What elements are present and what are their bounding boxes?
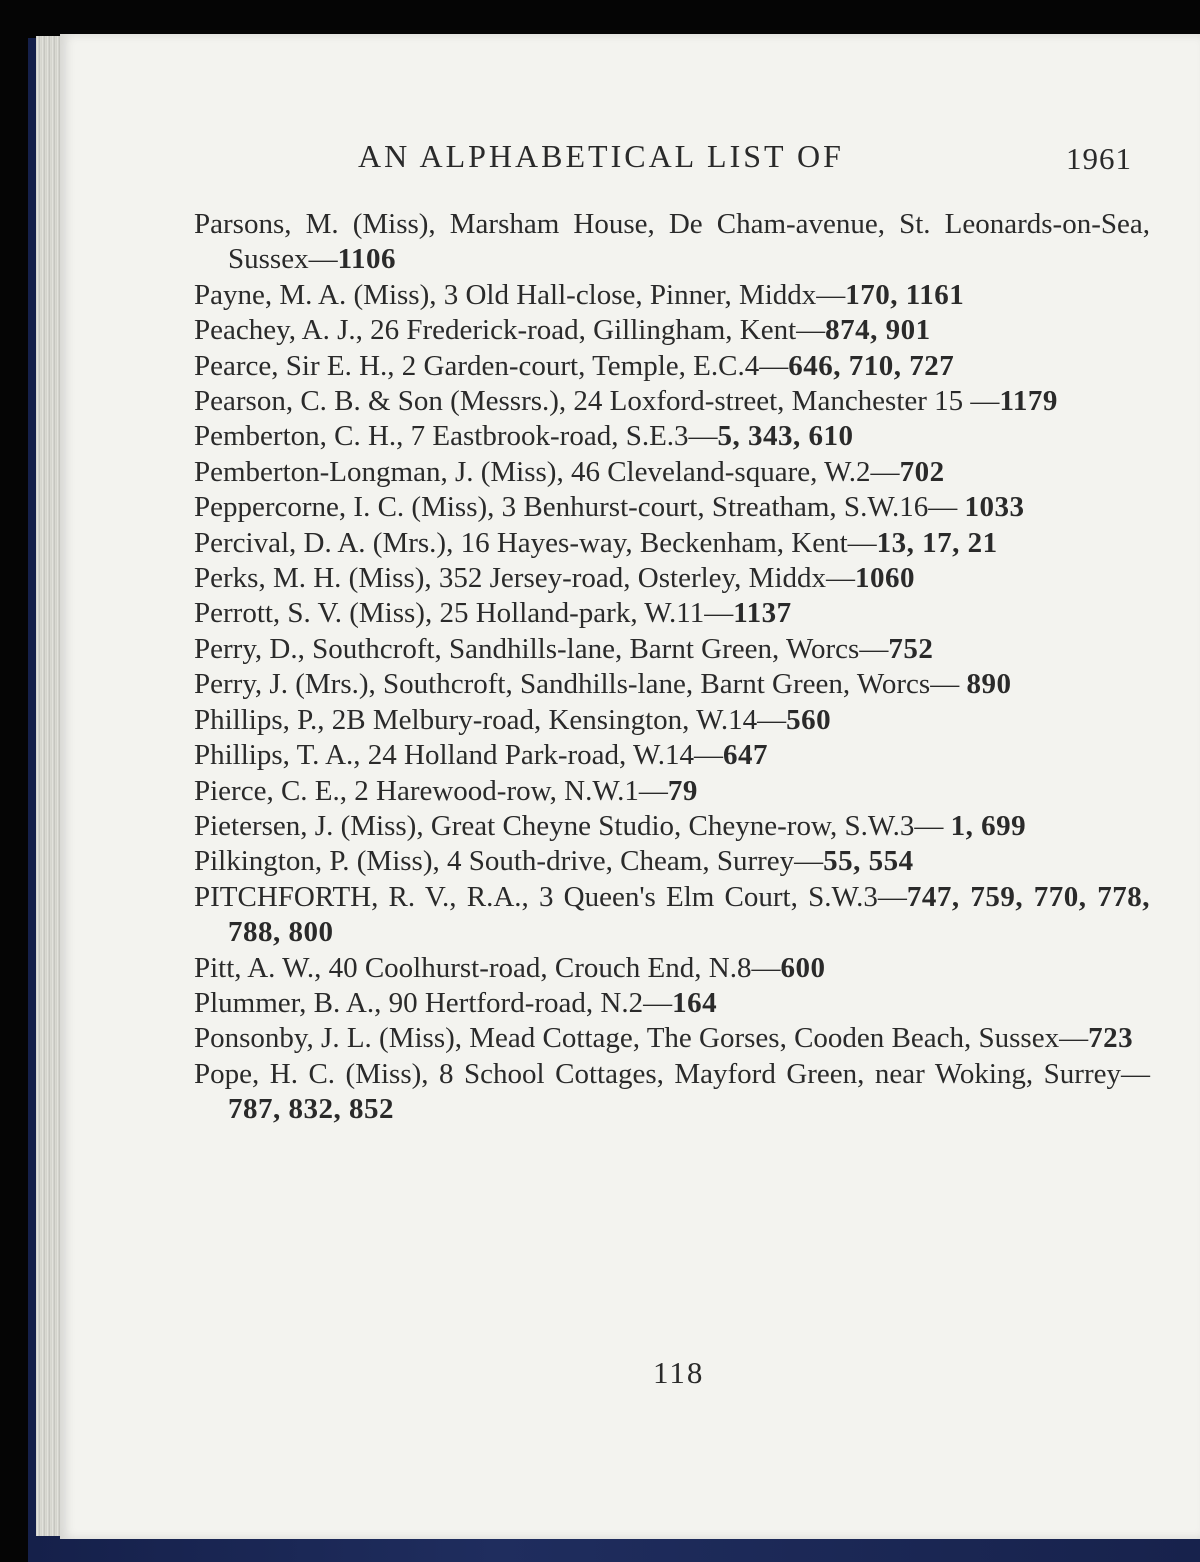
entry-text: Pope, H. C. (Miss), 8 School Cottages, Mayford Green, near Woking, Surrey— [194, 1057, 1150, 1090]
entry-text: Pemberton-Longman, J. (Miss), 46 Cleveland-square, W.2— [194, 455, 900, 488]
entry-text: Percival, D. A. (Mrs.), 16 Hayes-way, Beckenham, Kent— [194, 526, 877, 559]
list-item [194, 1021, 1150, 1056]
entry-text: Pearson, C. B. & Son (Messrs.), 24 Loxford-street, Manchester 15 — [194, 385, 1000, 418]
entry-numbers: 13, 17, 21 [876, 526, 998, 559]
entry-numbers: 646, 710, 727 [788, 349, 955, 382]
entry-text: Pierce, C. E., 2 Harewood-row, N.W.1— [194, 774, 668, 807]
list-item [194, 455, 1150, 490]
list-item [194, 844, 1150, 879]
entry-text: Perks, M. H. (Miss), 352 Jersey-road, Osterley, Middx— [194, 562, 856, 595]
entry-numbers: 164 [672, 986, 718, 1019]
entry-numbers: 560 [786, 703, 832, 736]
list-item [194, 809, 1150, 844]
entry-numbers: 1179 [999, 385, 1058, 418]
entry-text: Perry, D., Southcroft, Sandhills-lane, Barnt Green, Worcs— [194, 632, 889, 665]
entry-numbers: 874, 901 [825, 314, 931, 347]
entry-text: Parsons, M. (Miss), Marsham House, De Cham-avenue, St. Leonards-on-Sea, Sussex— [194, 208, 1150, 276]
list-item [194, 278, 1150, 313]
entry-text: Pitt, A. W., 40 Coolhurst-road, Crouch End, N.8— [194, 951, 781, 984]
entry-text: Plummer, B. A., 90 Hertford-road, N.2— [194, 986, 673, 1019]
entry-text: Payne, M. A. (Miss), 3 Old Hall-close, Pinner, Middx— [194, 278, 846, 311]
list-item [194, 349, 1150, 384]
entry-numbers: 702 [899, 455, 945, 488]
entry-text: Ponsonby, J. L. (Miss), Mead Cottage, The Gorses, Cooden Beach, Sussex— [194, 1022, 1089, 1055]
entry-text: Pearce, Sir E. H., 2 Garden-court, Temple, E.C.4— [194, 349, 789, 382]
list-item [194, 207, 1150, 278]
entry-text: Pemberton, C. H., 7 Eastbrook-road, S.E.3— [194, 420, 718, 453]
entry-text: Phillips, T. A., 24 Holland Park-road, W.14— [194, 739, 723, 772]
entry-numbers: 55, 554 [823, 845, 914, 878]
entry-numbers: 747, 759, 770, 778, 788, 800 [228, 880, 1150, 949]
list-item [194, 313, 1150, 348]
list-item [194, 526, 1150, 561]
entry-list [194, 207, 1150, 1128]
list-item [194, 667, 1150, 702]
entry-numbers: 752 [888, 632, 934, 665]
list-item [194, 880, 1150, 951]
page-number: 118 [653, 1355, 705, 1390]
entry-text: Peachey, A. J., 26 Frederick-road, Gillingham, Kent— [194, 314, 826, 347]
entry-text: Perry, J. (Mrs.), Southcroft, Sandhills-lane, Barnt Green, Worcs— [194, 668, 967, 701]
entry-numbers: 647 [722, 739, 768, 772]
entry-text: Perrott, S. V. (Miss), 25 Holland-park, W.11— [194, 597, 734, 630]
entry-numbers: 600 [780, 951, 826, 984]
list-item [194, 703, 1150, 738]
entry-numbers: 723 [1088, 1022, 1134, 1055]
entry-text: Phillips, P., 2B Melbury-road, Kensington, W.14— [194, 703, 787, 736]
list-item [194, 774, 1150, 809]
entry-numbers: 79 [667, 774, 698, 807]
list-item [194, 951, 1150, 986]
entry-numbers: 1033 [964, 491, 1025, 524]
entry-numbers: 890 [966, 668, 1012, 701]
entry-numbers: 5, 343, 610 [717, 420, 854, 453]
entry-text: PITCHFORTH, R. V., R.A., 3 Queen's Elm Court, S.W.3— [194, 880, 907, 913]
page-header-year: 1961 [1066, 141, 1132, 176]
entry-text: Peppercorne, I. C. (Miss), 3 Benhurst-court, Streatham, S.W.16— [194, 491, 965, 524]
list-item [194, 632, 1150, 667]
entry-numbers: 1106 [337, 243, 396, 276]
list-item [194, 986, 1150, 1021]
entry-numbers: 787, 832, 852 [228, 1093, 394, 1126]
list-item [194, 738, 1150, 773]
list-item [194, 490, 1150, 525]
entry-numbers: 1, 699 [950, 809, 1027, 842]
entry-numbers: 1060 [855, 562, 916, 595]
list-item [194, 596, 1150, 631]
list-item [194, 384, 1150, 419]
page-header-title: AN ALPHABETICAL LIST OF [358, 138, 844, 174]
entry-numbers: 1137 [733, 597, 792, 630]
list-item [194, 1057, 1150, 1128]
entry-text: Pietersen, J. (Miss), Great Cheyne Studio, Cheyne-row, S.W.3— [194, 809, 951, 842]
list-item [194, 561, 1150, 596]
entry-numbers: 170, 1161 [845, 278, 965, 311]
entry-text: Pilkington, P. (Miss), 4 South-drive, Cheam, Surrey— [194, 845, 824, 878]
list-item [194, 419, 1150, 454]
